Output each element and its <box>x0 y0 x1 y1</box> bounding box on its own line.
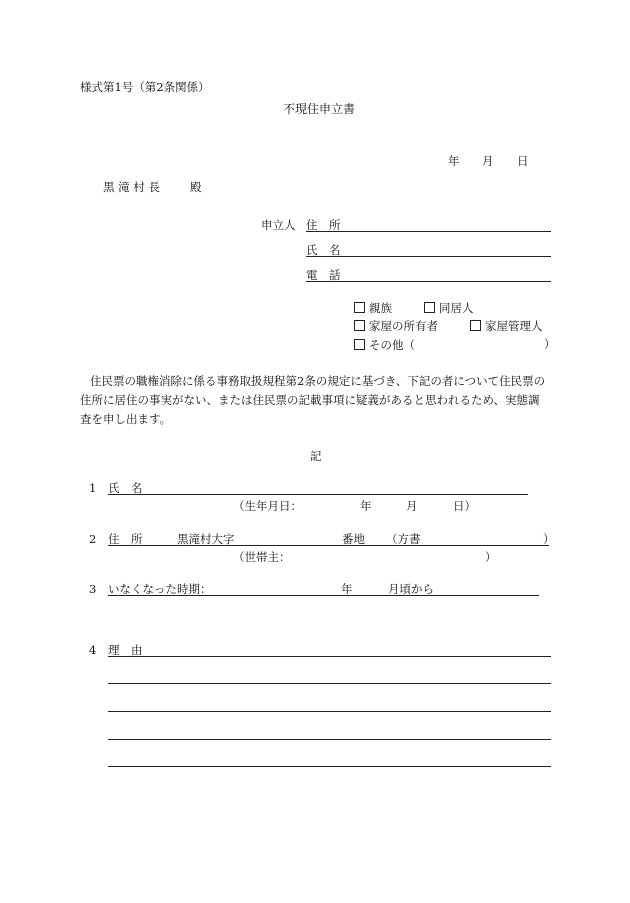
item2-label: 住 所 <box>108 532 143 546</box>
applicant-name-field[interactable] <box>306 256 551 257</box>
item3-number: 3 <box>89 582 97 596</box>
page-title: 不現住申立書 <box>283 102 356 116</box>
item2-banchi: 番地 <box>342 532 365 546</box>
relative-checkbox[interactable] <box>354 302 365 313</box>
item3-label: いなくなった時期： <box>108 582 212 596</box>
item2-katagaki: （方書 <box>386 532 421 546</box>
applicant-phone-label: 電 話 <box>306 268 341 282</box>
applicant-label: 申立人 <box>261 218 296 232</box>
reason-line-1[interactable] <box>108 656 551 657</box>
relation-house-owner-label: 家屋の所有者 <box>369 319 438 333</box>
applicant-name-label: 氏 名 <box>306 243 341 257</box>
body-text-line2: 住所に居住の事実がない、または住民票の記載事項に疑義があると思われるため、実態調 <box>80 393 540 407</box>
date-year-label: 年 <box>448 154 460 168</box>
reason-line-3[interactable] <box>108 711 551 712</box>
ki-heading: 記 <box>310 449 322 463</box>
reason-line-4[interactable] <box>108 739 551 740</box>
applicant-address-label: 住 所 <box>306 218 341 232</box>
relation-relative-option[interactable] <box>354 302 392 315</box>
item1-birth-month: 月 <box>406 499 418 513</box>
item1-birth-day: 日） <box>453 499 476 513</box>
item3-month-from: 月頃から <box>388 582 434 596</box>
item2-village: 黒滝村大字 <box>177 532 235 546</box>
relation-relative-label: 親族 <box>369 301 392 315</box>
other-checkbox[interactable] <box>354 339 365 350</box>
honorific: 殿 <box>190 180 202 194</box>
cohabitant-checkbox[interactable] <box>424 302 435 313</box>
item1-birth-open: （生年月日： <box>233 499 302 513</box>
relation-cohabitant-label: 同居人 <box>439 301 474 315</box>
item1-number: 1 <box>89 481 97 495</box>
item2-close: ） <box>543 532 555 546</box>
item1-birth-year: 年 <box>360 499 372 513</box>
item2-number: 2 <box>89 532 97 546</box>
relation-house-manager-option[interactable] <box>470 320 543 333</box>
reason-line-2[interactable] <box>108 683 551 684</box>
item4-label: 理 由 <box>108 643 143 657</box>
applicant-address-field[interactable] <box>306 231 551 232</box>
relation-house-manager-label: 家屋管理人 <box>485 319 543 333</box>
house-owner-checkbox[interactable] <box>354 320 365 331</box>
body-text-line3: 査を申し出ます。 <box>80 412 172 426</box>
date-day-label: 日 <box>517 154 529 168</box>
date-month-label: 月 <box>482 154 494 168</box>
relation-cohabitant-option[interactable] <box>424 302 474 315</box>
relation-other-option[interactable] <box>354 339 415 352</box>
form-number: 様式第1号（第2条関係） <box>80 80 210 94</box>
applicant-phone-field[interactable] <box>306 281 551 282</box>
item1-label: 氏 名 <box>108 481 143 495</box>
item3-year: 年 <box>341 582 353 596</box>
item4-number: 4 <box>89 643 97 657</box>
item1-name-field[interactable] <box>108 494 528 495</box>
item2-head-close: ） <box>485 550 497 564</box>
relation-other-label: その他（ <box>369 338 415 352</box>
item2-address-field[interactable] <box>108 545 549 546</box>
reason-line-5[interactable] <box>108 766 551 767</box>
body-text-line1: 住民票の職権消除に係る事務取扱規程第2条の規定に基づき、下記の者について住民票の <box>90 374 546 388</box>
relation-other-close: ） <box>544 337 556 351</box>
item2-head-open: （世帯主： <box>233 550 291 564</box>
item3-period-field[interactable] <box>108 595 539 596</box>
house-manager-checkbox[interactable] <box>470 320 481 331</box>
addressee: 黒 滝 村 長 <box>103 180 160 194</box>
relation-house-owner-option[interactable] <box>354 320 438 333</box>
